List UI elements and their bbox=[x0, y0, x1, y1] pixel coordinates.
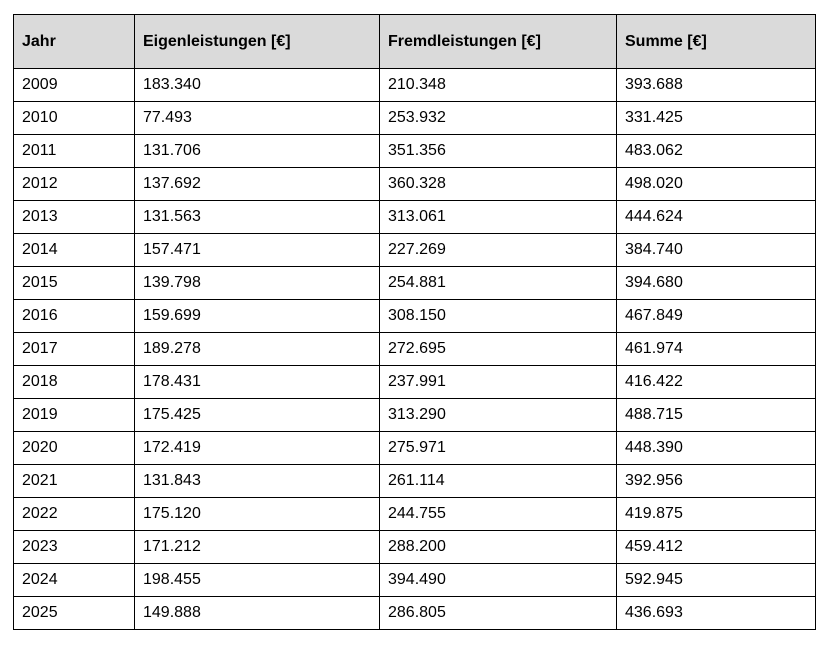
cell-eigenleistungen: 183.340 bbox=[135, 69, 380, 102]
cell-fremdleistungen: 313.290 bbox=[380, 399, 617, 432]
table-row bbox=[14, 168, 816, 201]
cell-summe: 384.740 bbox=[617, 234, 816, 267]
cell-summe: 498.020 bbox=[617, 168, 816, 201]
cell-eigenleistungen: 131.843 bbox=[135, 465, 380, 498]
cell-jahr: 2011 bbox=[14, 135, 135, 168]
cell-summe: 394.680 bbox=[617, 267, 816, 300]
cell-jahr: 2016 bbox=[14, 300, 135, 333]
table-row bbox=[14, 366, 816, 399]
table-row bbox=[14, 564, 816, 597]
cell-jahr: 2013 bbox=[14, 201, 135, 234]
cell-fremdleistungen: 313.061 bbox=[380, 201, 617, 234]
cell-summe: 416.422 bbox=[617, 366, 816, 399]
cell-jahr: 2018 bbox=[14, 366, 135, 399]
cell-eigenleistungen: 157.471 bbox=[135, 234, 380, 267]
cell-eigenleistungen: 171.212 bbox=[135, 531, 380, 564]
cell-fremdleistungen: 288.200 bbox=[380, 531, 617, 564]
cell-eigenleistungen: 172.419 bbox=[135, 432, 380, 465]
cell-eigenleistungen: 131.706 bbox=[135, 135, 380, 168]
cell-summe: 444.624 bbox=[617, 201, 816, 234]
cell-summe: 461.974 bbox=[617, 333, 816, 366]
data-table-container bbox=[13, 14, 815, 630]
cell-fremdleistungen: 394.490 bbox=[380, 564, 617, 597]
table-row bbox=[14, 498, 816, 531]
cell-summe: 448.390 bbox=[617, 432, 816, 465]
cell-fremdleistungen: 275.971 bbox=[380, 432, 617, 465]
table-row bbox=[14, 201, 816, 234]
cell-eigenleistungen: 139.798 bbox=[135, 267, 380, 300]
cell-jahr: 2019 bbox=[14, 399, 135, 432]
cell-jahr: 2021 bbox=[14, 465, 135, 498]
header-row bbox=[14, 15, 816, 69]
table-row bbox=[14, 597, 816, 630]
cell-eigenleistungen: 175.120 bbox=[135, 498, 380, 531]
cell-fremdleistungen: 308.150 bbox=[380, 300, 617, 333]
cell-jahr: 2015 bbox=[14, 267, 135, 300]
header-eigenleistungen: Eigenleistungen [€] bbox=[135, 15, 380, 69]
table-row bbox=[14, 102, 816, 135]
cell-eigenleistungen: 198.455 bbox=[135, 564, 380, 597]
cell-jahr: 2010 bbox=[14, 102, 135, 135]
cell-eigenleistungen: 131.563 bbox=[135, 201, 380, 234]
cell-eigenleistungen: 149.888 bbox=[135, 597, 380, 630]
table-body bbox=[14, 69, 816, 630]
cell-summe: 488.715 bbox=[617, 399, 816, 432]
cell-jahr: 2014 bbox=[14, 234, 135, 267]
cell-summe: 392.956 bbox=[617, 465, 816, 498]
cell-fremdleistungen: 254.881 bbox=[380, 267, 617, 300]
cell-jahr: 2020 bbox=[14, 432, 135, 465]
cell-fremdleistungen: 237.991 bbox=[380, 366, 617, 399]
table-header bbox=[14, 15, 816, 69]
table-row bbox=[14, 432, 816, 465]
cell-eigenleistungen: 77.493 bbox=[135, 102, 380, 135]
cell-fremdleistungen: 227.269 bbox=[380, 234, 617, 267]
cell-summe: 393.688 bbox=[617, 69, 816, 102]
cell-summe: 331.425 bbox=[617, 102, 816, 135]
table-row bbox=[14, 267, 816, 300]
cell-eigenleistungen: 178.431 bbox=[135, 366, 380, 399]
cell-eigenleistungen: 159.699 bbox=[135, 300, 380, 333]
cell-jahr: 2025 bbox=[14, 597, 135, 630]
cell-summe: 459.412 bbox=[617, 531, 816, 564]
cell-summe: 419.875 bbox=[617, 498, 816, 531]
cell-jahr: 2022 bbox=[14, 498, 135, 531]
cell-jahr: 2017 bbox=[14, 333, 135, 366]
table-row bbox=[14, 69, 816, 102]
cell-fremdleistungen: 360.328 bbox=[380, 168, 617, 201]
cell-fremdleistungen: 272.695 bbox=[380, 333, 617, 366]
data-table bbox=[13, 14, 816, 630]
cell-summe: 592.945 bbox=[617, 564, 816, 597]
cell-summe: 436.693 bbox=[617, 597, 816, 630]
cell-summe: 483.062 bbox=[617, 135, 816, 168]
table-row bbox=[14, 135, 816, 168]
cell-eigenleistungen: 189.278 bbox=[135, 333, 380, 366]
cell-eigenleistungen: 175.425 bbox=[135, 399, 380, 432]
cell-jahr: 2024 bbox=[14, 564, 135, 597]
header-summe: Summe [€] bbox=[617, 15, 816, 69]
cell-fremdleistungen: 286.805 bbox=[380, 597, 617, 630]
header-fremdleistungen: Fremdleistungen [€] bbox=[380, 15, 617, 69]
table-row bbox=[14, 300, 816, 333]
table-row bbox=[14, 531, 816, 564]
cell-fremdleistungen: 253.932 bbox=[380, 102, 617, 135]
cell-eigenleistungen: 137.692 bbox=[135, 168, 380, 201]
header-jahr: Jahr bbox=[14, 15, 135, 69]
cell-jahr: 2009 bbox=[14, 69, 135, 102]
cell-fremdleistungen: 261.114 bbox=[380, 465, 617, 498]
table-row bbox=[14, 234, 816, 267]
table-row bbox=[14, 399, 816, 432]
cell-summe: 467.849 bbox=[617, 300, 816, 333]
cell-jahr: 2012 bbox=[14, 168, 135, 201]
table-row bbox=[14, 465, 816, 498]
cell-jahr: 2023 bbox=[14, 531, 135, 564]
cell-fremdleistungen: 210.348 bbox=[380, 69, 617, 102]
cell-fremdleistungen: 351.356 bbox=[380, 135, 617, 168]
table-row bbox=[14, 333, 816, 366]
cell-fremdleistungen: 244.755 bbox=[380, 498, 617, 531]
